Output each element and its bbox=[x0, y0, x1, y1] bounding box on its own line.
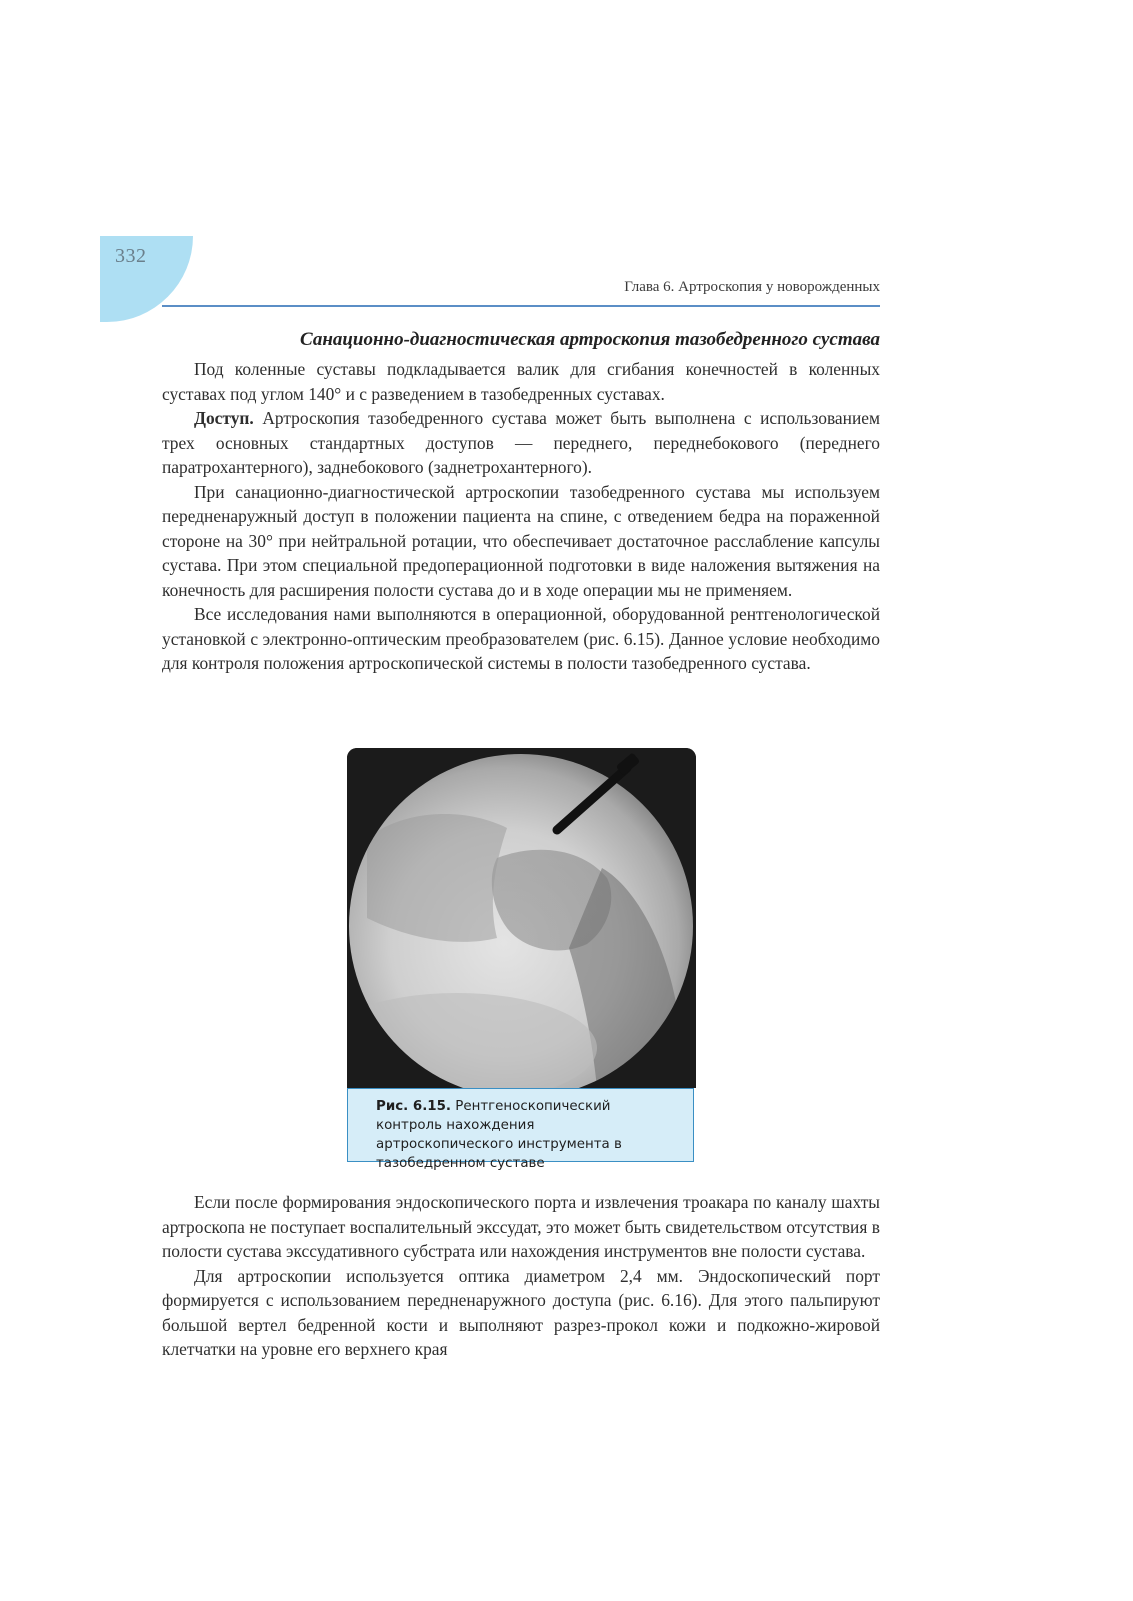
body-text-bottom bbox=[162, 1190, 880, 1362]
body-text-top bbox=[162, 357, 880, 676]
header-rule bbox=[162, 305, 880, 307]
figure-caption bbox=[347, 1088, 694, 1171]
figure-6-15 bbox=[347, 748, 696, 1171]
paragraph: Если после формирования эндоскопического порта и извлечения троакара по каналу шахты артроскопа не поступает воспалительный экссудат, это может быть свидетельством отсутствия в полости сустава экссудативного субстрата или нахождения инструментов вне полости сустава. bbox=[162, 1192, 880, 1261]
paragraph: При санационно-диагностической артроскопии тазобедренного сустава мы используем передненаружный доступ в положении пациента на спине, с отведением бедра на пораженной стороне на 30° при нейтральной ротации, что обеспечивает достаточное расслабление капсулы сустава. При этом специальной предоперационной подготовки в виде наложения вытяжения на конечность для расширения полости сустава до и в ходе операции мы не применяем. bbox=[162, 481, 880, 600]
paragraph-text: Артроскопия тазобедренного сустава может быть выполнена с использованием трех основных стандартных доступов — переднего, переднебокового (переднего паратрохантерного), заднебокового (заднетрохантерного). bbox=[162, 408, 880, 477]
paragraph: Для артроскопии используется оптика диаметром 2,4 мм. Эндоскопический порт формируется с использованием передненаружного доступа (рис. 6.16). Для этого пальпируют большой вертел бедренной кости и выполняют разрез-прокол кожи и подкожно-жировой клетчатки на уровне его верхнего края bbox=[162, 1265, 880, 1359]
paragraph-lead: Доступ. bbox=[194, 408, 254, 428]
figure-caption-text: Рентгеноскопический контроль нахождения артроскопического инструмента в тазобедренном суставе bbox=[376, 1099, 622, 1171]
paragraph: Под коленные суставы подкладывается валик для сгибания конечностей в коленных суставах под углом 140° и с разведением в тазобедренных суставах. bbox=[162, 359, 880, 404]
fluoroscopy-picture bbox=[347, 748, 696, 1088]
paragraph: Все исследования нами выполняются в операционной, оборудованной рентгенологической установкой с электронно-оптическим преобразователем (рис. 6.15). Данное условие необходимо для контроля положения артроскопической системы в полости тазобедренного сустава. bbox=[162, 604, 880, 673]
running-head: Глава 6. Артроскопия у новорожденных bbox=[624, 279, 880, 295]
xray-image bbox=[347, 748, 696, 1088]
figure-label: Рис. 6.15. bbox=[376, 1099, 452, 1114]
page-number: 332 bbox=[115, 245, 147, 267]
section-title: Санационно-диагностическая артроскопия тазобедренного сустава bbox=[300, 329, 880, 350]
paragraph bbox=[162, 406, 880, 480]
